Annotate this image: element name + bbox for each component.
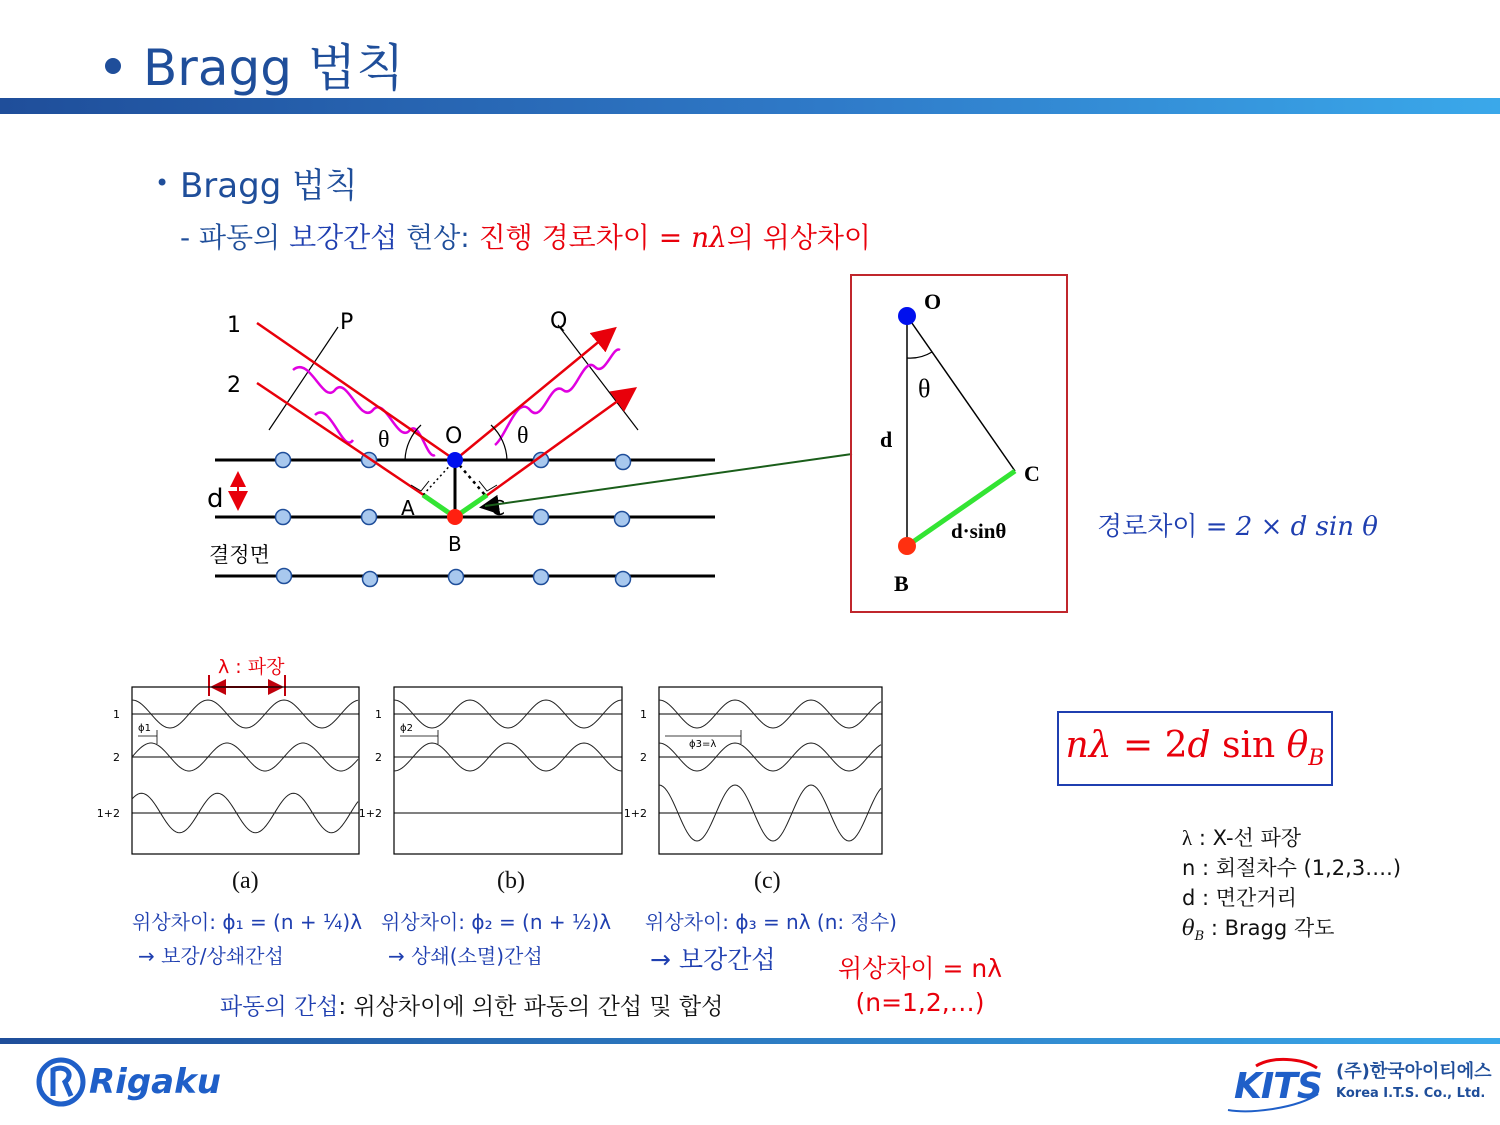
wavelength-label: λ : 파장 xyxy=(218,656,285,678)
connector-line xyxy=(480,450,855,510)
inset-label-d: d xyxy=(880,427,893,452)
phase-text-c: 위상차이: ϕ₃ = nλ (n: 정수) xyxy=(645,910,897,934)
caption-b: (b) xyxy=(497,868,525,894)
plane-label: 결정면 xyxy=(209,543,270,567)
label-d: d xyxy=(207,484,224,514)
row-label: 2 xyxy=(640,751,647,764)
interference-note: 파동의 간섭: 위상차이에 의한 파동의 간섭 및 합성 xyxy=(220,994,724,1020)
rigaku-logo xyxy=(35,1052,221,1112)
incident-wave xyxy=(293,367,435,455)
ray-label-1: 1 xyxy=(227,313,241,338)
atom-b xyxy=(447,509,463,525)
kits-logo-mark: KITS xyxy=(1222,1054,1322,1112)
row-label: 1+2 xyxy=(623,807,647,820)
rigaku-wordmark: Rigaku xyxy=(89,1062,221,1102)
triangle-inset xyxy=(850,274,1068,613)
inset-label-o: O xyxy=(924,289,942,314)
wave-panels-svg xyxy=(96,687,904,857)
phase-condition: 위상차이 = nλ (n=1,2,…) xyxy=(837,954,1003,1017)
bragg-formula-box xyxy=(1057,711,1333,786)
row-label: 1 xyxy=(113,708,120,721)
legend-item: $\theta_B$ : Bragg 각도 xyxy=(1182,916,1335,945)
caption-a: (a) xyxy=(232,868,259,894)
label-o: O xyxy=(445,424,463,449)
wave-panel-frame xyxy=(394,687,622,854)
phase-text-a: 위상차이: ϕ₁ = (n + ¼)λ xyxy=(132,910,363,934)
section-description: - 파동의 보강간섭 현상: 진행 경로차이 = nλ의 위상차이 xyxy=(180,221,871,254)
row-label: 1+2 xyxy=(358,807,382,820)
kits-english-name: Korea I.T.S. Co., Ltd. xyxy=(1336,1086,1486,1101)
reflected-ray-1 xyxy=(455,330,613,460)
reflected-wave xyxy=(495,349,620,445)
bragg-formula: nλ = 2d $\sin \theta_B$ xyxy=(1065,725,1325,772)
incident-ray-1 xyxy=(257,323,455,460)
phase-text-b: 위상차이: ϕ₂ = (n + ½)λ xyxy=(381,910,612,934)
kits-korean-name: (주)한국아이티에스 xyxy=(1336,1061,1492,1082)
inset-label-b: B xyxy=(894,571,909,596)
theta-right: θ xyxy=(517,423,529,449)
phase-label: ϕ2 xyxy=(400,723,413,734)
label-b: B xyxy=(448,532,462,556)
path-difference-label: 경로차이 = 2 × d sin θ xyxy=(1097,512,1378,542)
atom-o xyxy=(447,452,463,468)
wave-panels xyxy=(96,687,904,857)
caption-c: (c) xyxy=(754,868,781,894)
result-b: → 상쇄(소멸)간섭 xyxy=(388,944,543,968)
wave-panel-frame xyxy=(132,687,359,854)
rigaku-logo-icon xyxy=(35,1052,87,1112)
ray-label-2: 2 xyxy=(227,373,241,398)
legend-item: n : 회절차수 (1,2,3….) xyxy=(1182,856,1402,880)
symbol-legend xyxy=(1182,823,1401,952)
incident-ray-2 xyxy=(257,383,431,500)
legend-item: λ : X-선 파장 xyxy=(1182,826,1302,850)
row-label: 2 xyxy=(375,751,382,764)
kits-logo xyxy=(1222,1054,1492,1112)
header-bar xyxy=(0,98,1500,114)
result-a: → 보강/상쇄간섭 xyxy=(138,944,284,968)
legend-item: d : 면간거리 xyxy=(1182,886,1297,910)
row-label: 1+2 xyxy=(96,807,120,820)
result-c: → 보강간섭 xyxy=(650,945,776,974)
footer-bar xyxy=(0,1038,1500,1044)
label-a: A xyxy=(401,496,415,520)
page-title: Bragg 법칙 xyxy=(105,28,404,100)
label-c: C xyxy=(491,496,505,520)
label-p: P xyxy=(340,310,354,335)
row-label: 1 xyxy=(640,708,647,721)
label-q: Q xyxy=(550,309,568,334)
phase-label: ϕ3=λ xyxy=(689,739,717,750)
inset-label-c: C xyxy=(1024,461,1040,486)
row-label: 1 xyxy=(375,708,382,721)
inset-label-theta: θ xyxy=(918,374,931,403)
atom-o xyxy=(898,307,916,325)
inset-label-dsin: d·sinθ xyxy=(951,519,1007,543)
row-label: 2 xyxy=(113,751,120,764)
section-heading: • Bragg 법칙 xyxy=(155,166,358,206)
atom-b xyxy=(898,537,916,555)
theta-left: θ xyxy=(378,427,390,453)
bullet-dot-icon xyxy=(105,58,121,74)
phase-label: ϕ1 xyxy=(138,723,151,734)
